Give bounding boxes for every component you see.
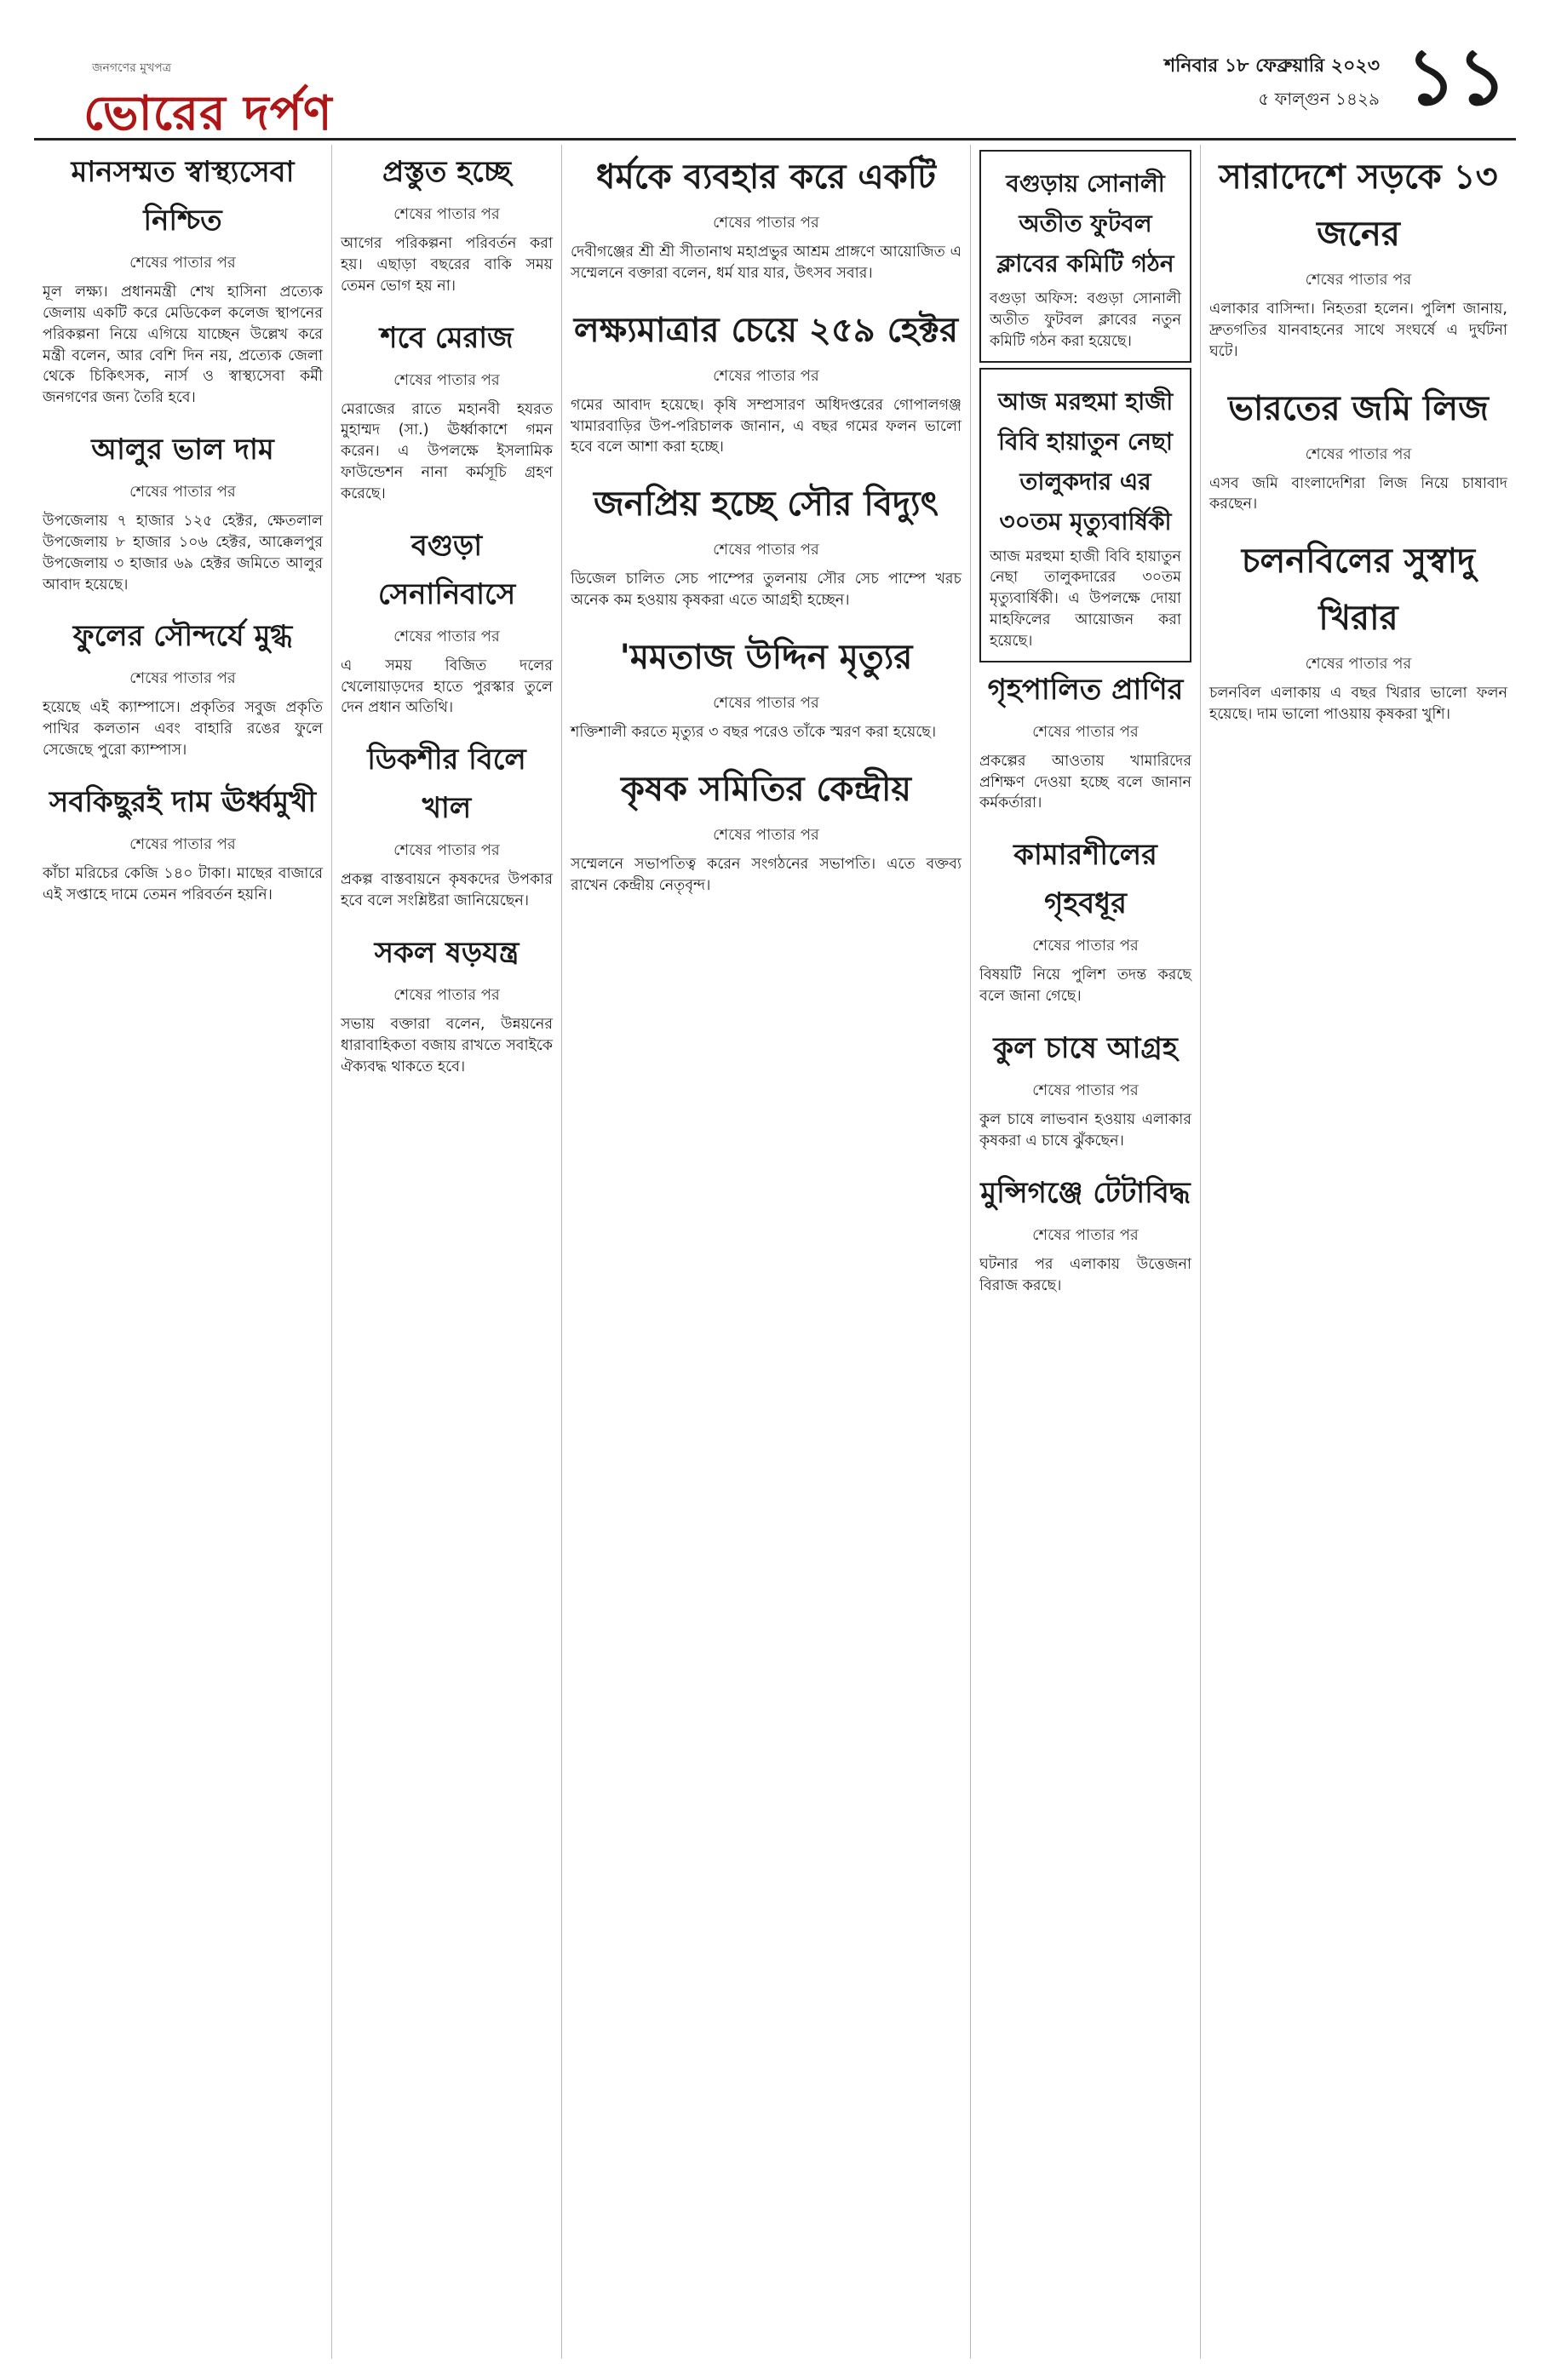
continued-label: শেষের পাতার পর xyxy=(1305,655,1412,674)
article-body: প্রকল্প বাস্তবায়নে কৃষকদের উপকার হবে বলে সংশ্লিষ্টরা জানিয়েছেন। xyxy=(341,871,553,910)
article-body: আগের পরিকল্পনা পরিবর্তন করা হয়। এছাড়া বছরের বাকি সময় তেমন ভোগ হয় না। xyxy=(341,235,553,295)
article xyxy=(979,668,1191,815)
article-body: বিষয়টি নিয়ে পুলিশ তদন্ত করছে বলে জানা গেছে। xyxy=(979,966,1191,1006)
continued-label: শেষের পাতার পর xyxy=(129,669,236,688)
article xyxy=(43,427,323,595)
article xyxy=(979,150,1191,363)
article-headline: 'মমতাজ উদ্দিন মৃত্যুর xyxy=(619,636,913,677)
article-headline: মানসম্মত স্বাস্থ্যসেবা নিশ্চিত xyxy=(71,155,295,238)
article-body: শক্তিশালী করতে মৃত্যুর ৩ বছর পরেও তাঁকে স্মরণ করা হয়েছে। xyxy=(571,723,937,741)
article-headline: আজ মরহুমা হাজী বিবি হায়াতুন নেছা তালুকদার এর ৩০তম মৃত্যুবার্ষিকী xyxy=(997,387,1174,536)
article-headline: বগুড়ায় সোনালী অতীত ফুটবল ক্লাবের কমিটি গঠন xyxy=(996,169,1174,278)
article-headline: ডিকশীর বিলে খাল xyxy=(367,743,526,826)
article-body: চলনবিল এলাকায় এ বছর খিরার ভালো ফলন হয়েছে। দাম ভালো পাওয়ায় কৃষকরা খুশি। xyxy=(1209,685,1507,724)
article-headline: কুল চাষে আগ্রহ xyxy=(993,1030,1178,1065)
continued-label: শেষের পাতার পর xyxy=(1305,444,1412,463)
continued-label: শেষের পাতার পর xyxy=(1032,1225,1139,1244)
article-headline: ফুলের সৌন্দর্যে মুগ্ধ xyxy=(72,619,293,654)
article-body: দেবীগঞ্জের শ্রী শ্রী সীতানাথ মহাপ্রভুর আশ্রম প্রাঙ্গণে আয়োজিত এ সম্মেলনে বক্তারা বলেন, ধর্ম যার যার, উৎসব সবার। xyxy=(571,244,962,282)
page-number: ১১ xyxy=(1405,32,1507,123)
article-body: কুল চাষে লাভবান হওয়ায় এলাকার কৃষকরা এ চাষে ঝুঁকছেন। xyxy=(979,1110,1191,1150)
continued-label: শেষের পাতার পর xyxy=(393,370,500,389)
article-body: ডিজেল চালিত সেচ পাম্পের তুলনায় সৌর সেচ পাম্পে খরচ অনেক কম হওয়ায় কৃষকরা এতে আগ্রহী হচ্ছেন। xyxy=(571,571,962,610)
article-headline: বগুড়া সেনানিবাসে xyxy=(377,528,516,611)
article-body: বগুড়া অফিস: বগুড়া সোনালী অতীত ফুটবল ক্লাবের নতুন কমিটি গঠন করা হয়েছে। xyxy=(990,290,1181,350)
article-body: মেরাজের রাতে মহানবী হযরত মুহাম্মদ (সা.) ঊর্ধ্বাকাশে গমন করেন। এ উপলক্ষে ইসলামিক ফাউন্ডেশন নানা কর্মসূচি গ্রহণ করেছে। xyxy=(341,400,553,502)
continued-label: শেষের পাতার পর xyxy=(713,214,819,232)
article-headline: কামারশীলের গৃহবধূর xyxy=(1013,838,1157,921)
column-2 xyxy=(332,145,562,2359)
article xyxy=(979,1026,1191,1152)
article xyxy=(571,477,962,611)
continued-label: শেষের পাতার পর xyxy=(1032,722,1139,741)
article-headline: জনপ্রিয় হচ্ছে সৌর বিদ্যুৎ xyxy=(593,484,939,525)
article-headline: চলনবিলের সুস্বাদু খিরার xyxy=(1241,541,1476,639)
article-body: মূল লক্ষ্য। প্রধানমন্ত্রী শেখ হাসিনা প্রত্যেক জেলায় একটি করে মেডিকেল কলেজ স্থাপনের পরিকল্পনা নিয়ে এগিয়ে যাচ্ছেন উল্লেখ করে মন্ত্রী বলেন, আর বেশি দিন নয়, প্রত্যেক জেলা থেকে চিকিৎসক, নার্স ও স্বাস্থ্যসেবা কর্মী জনগণের জন্য তৈরি হবে। xyxy=(43,284,323,407)
continued-label: শেষের পাতার পর xyxy=(713,366,819,385)
article xyxy=(341,316,553,505)
article-headline: মুন্সিগঞ্জে টেটাবিদ্ধ xyxy=(980,1175,1191,1210)
continued-label: শেষের পাতার পর xyxy=(713,541,819,559)
newspaper-logo xyxy=(58,51,339,141)
date-gregorian: শনিবার ১৮ ফেব্রুয়ারি ২০২৩ xyxy=(1164,55,1380,77)
article-headline: আলুর ভাল দাম xyxy=(91,433,274,467)
article xyxy=(571,303,962,459)
article-body: ঘটনার পর এলাকায় উত্তেজনা বিরাজ করছে। xyxy=(979,1255,1191,1294)
article-headline: কৃষক সমিতির কেন্দ্রীয় xyxy=(621,768,911,809)
column-3 xyxy=(562,145,971,2359)
article-body: সভায় বক্তারা বলেন, উন্নয়নের ধারাবাহিকতা বজায় রাখতে সবাইকে ঐক্যবদ্ধ থাকতে হবে। xyxy=(341,1015,553,1075)
article xyxy=(43,150,323,409)
article xyxy=(979,833,1191,1007)
continued-label: শেষের পাতার পর xyxy=(393,841,500,860)
article xyxy=(1209,381,1507,516)
continued-label: শেষের পাতার পর xyxy=(129,483,236,502)
article-body: উপজেলায় ৭ হাজার ১২৫ হেক্টর, ক্ষেতলাল উপজেলায় ৮ হাজার ১০৬ হেক্টর, আক্কেলপুর উপজেলায় ৩ হাজার ৬৯ হেক্টর জমিতে আলুর আবাদ হয়েছে। xyxy=(43,513,323,594)
article-headline: সারাদেশে সড়কে ১৩ জনের xyxy=(1219,157,1498,254)
article xyxy=(341,150,553,297)
continued-label: শেষের পাতার পর xyxy=(1305,271,1412,289)
newspaper-name: ভোরের দর্পণ xyxy=(83,85,333,141)
continued-label: শেষের পাতার পর xyxy=(1032,937,1139,955)
continued-label: শেষের পাতার পর xyxy=(1032,1081,1139,1099)
article xyxy=(341,931,553,1078)
column-5 xyxy=(1201,145,1516,2359)
article xyxy=(1209,534,1507,725)
article-headline: সবকিছুরই দাম ঊর্ধ্বমুখী xyxy=(49,784,317,819)
article-body: এ সময় বিজিত দলের খেলোয়াড়দের হাতে পুরস্কার তুলে দেন প্রধান অতিথি। xyxy=(341,657,553,717)
article xyxy=(571,630,962,743)
article-body: আজ মরহুমা হাজী বিবি হায়াতুন নেছা তালুকদারের ৩০তম মৃত্যুবার্ষিকী। এ উপলক্ষে দোয়া মাহফিলের আয়োজন করা হয়েছে। xyxy=(990,548,1181,650)
continued-label: শেষের পাতার পর xyxy=(393,205,500,223)
article-body: সম্মেলনে সভাপতিত্ব করেন সংগঠনের সভাপতি। এতে বক্তব্য রাখেন কেন্দ্রীয় নেতৃবৃন্দ। xyxy=(571,855,962,894)
article xyxy=(571,762,962,897)
article-body: এসব জমি বাংলাদেশিরা লিজ নিয়ে চাষাবাদ করছেন। xyxy=(1209,474,1507,513)
continued-label: শেষের পাতার পর xyxy=(713,825,819,844)
article-headline: প্রস্তুত হচ্ছে xyxy=(382,155,511,189)
article xyxy=(979,368,1191,662)
article-body: হয়েছে এই ক্যাম্পাসে। প্রকৃতির সবুজ প্রকৃতি পাখির কলতান এবং বাহারি রঙের ফুলে সেজেছে পুরো ক্যাম্পাস। xyxy=(43,699,323,760)
article-body: এলাকার বাসিন্দা। নিহতরা হলেন। পুলিশ জানায়, দ্রুতগতির যানবাহনের সাথে সংঘর্ষে এ দুর্ঘটনা ঘটে। xyxy=(1209,301,1507,360)
column-1 xyxy=(34,145,332,2359)
continued-label: শেষের পাতার পর xyxy=(713,693,819,712)
continued-label: শেষের পাতার পর xyxy=(393,985,500,1004)
article-body: প্রকল্পের আওতায় খামারিদের প্রশিক্ষণ দেওয়া হচ্ছে বলে জানান কর্মকর্তারা। xyxy=(979,752,1191,812)
article xyxy=(43,780,323,906)
continued-label: শেষের পাতার পর xyxy=(129,834,236,853)
article xyxy=(1209,150,1507,363)
article-body: গমের আবাদ হয়েছে। কৃষি সম্প্রসারণ অধিদপ্তরের গোপালগঞ্জ খামারবাড়ির উপ-পরিচালক জানান, এ বছর গমের ফলন ভালো হবে বলে আশা করা হচ্ছে। xyxy=(571,396,962,456)
article xyxy=(571,150,962,284)
article-headline: ধর্মকে ব্যবহার করে একটি xyxy=(596,157,936,197)
article-body: কাঁচা মরিচের কেজি ১৪০ টাকা। মাছের বাজারে এই সপ্তাহে দামে তেমন পরিবর্তন হয়নি। xyxy=(43,864,323,903)
article xyxy=(979,1171,1191,1297)
continued-label: শেষের পাতার পর xyxy=(129,254,236,272)
article-headline: গৃহপালিত প্রাণির xyxy=(987,672,1184,707)
masthead-tagline: জনগণের মুখপত্র xyxy=(92,61,172,75)
article-headline: শবে মেরাজ xyxy=(380,320,514,355)
article-headline: ভারতের জমি লিজ xyxy=(1228,387,1489,428)
continued-label: শেষের পাতার পর xyxy=(393,627,500,645)
article-headline: লক্ষ্যমাত্রার চেয়ে ২৫৯ হেক্টর xyxy=(573,309,959,350)
article xyxy=(341,737,553,912)
date-bengali: ৫ ফাল্গুন ১৪২৯ xyxy=(1258,89,1380,109)
masthead xyxy=(34,26,1516,141)
article xyxy=(341,524,553,720)
article xyxy=(43,614,323,761)
article-headline: সকল ষড়যন্ত্র xyxy=(374,935,520,970)
column-4 xyxy=(971,145,1201,2359)
